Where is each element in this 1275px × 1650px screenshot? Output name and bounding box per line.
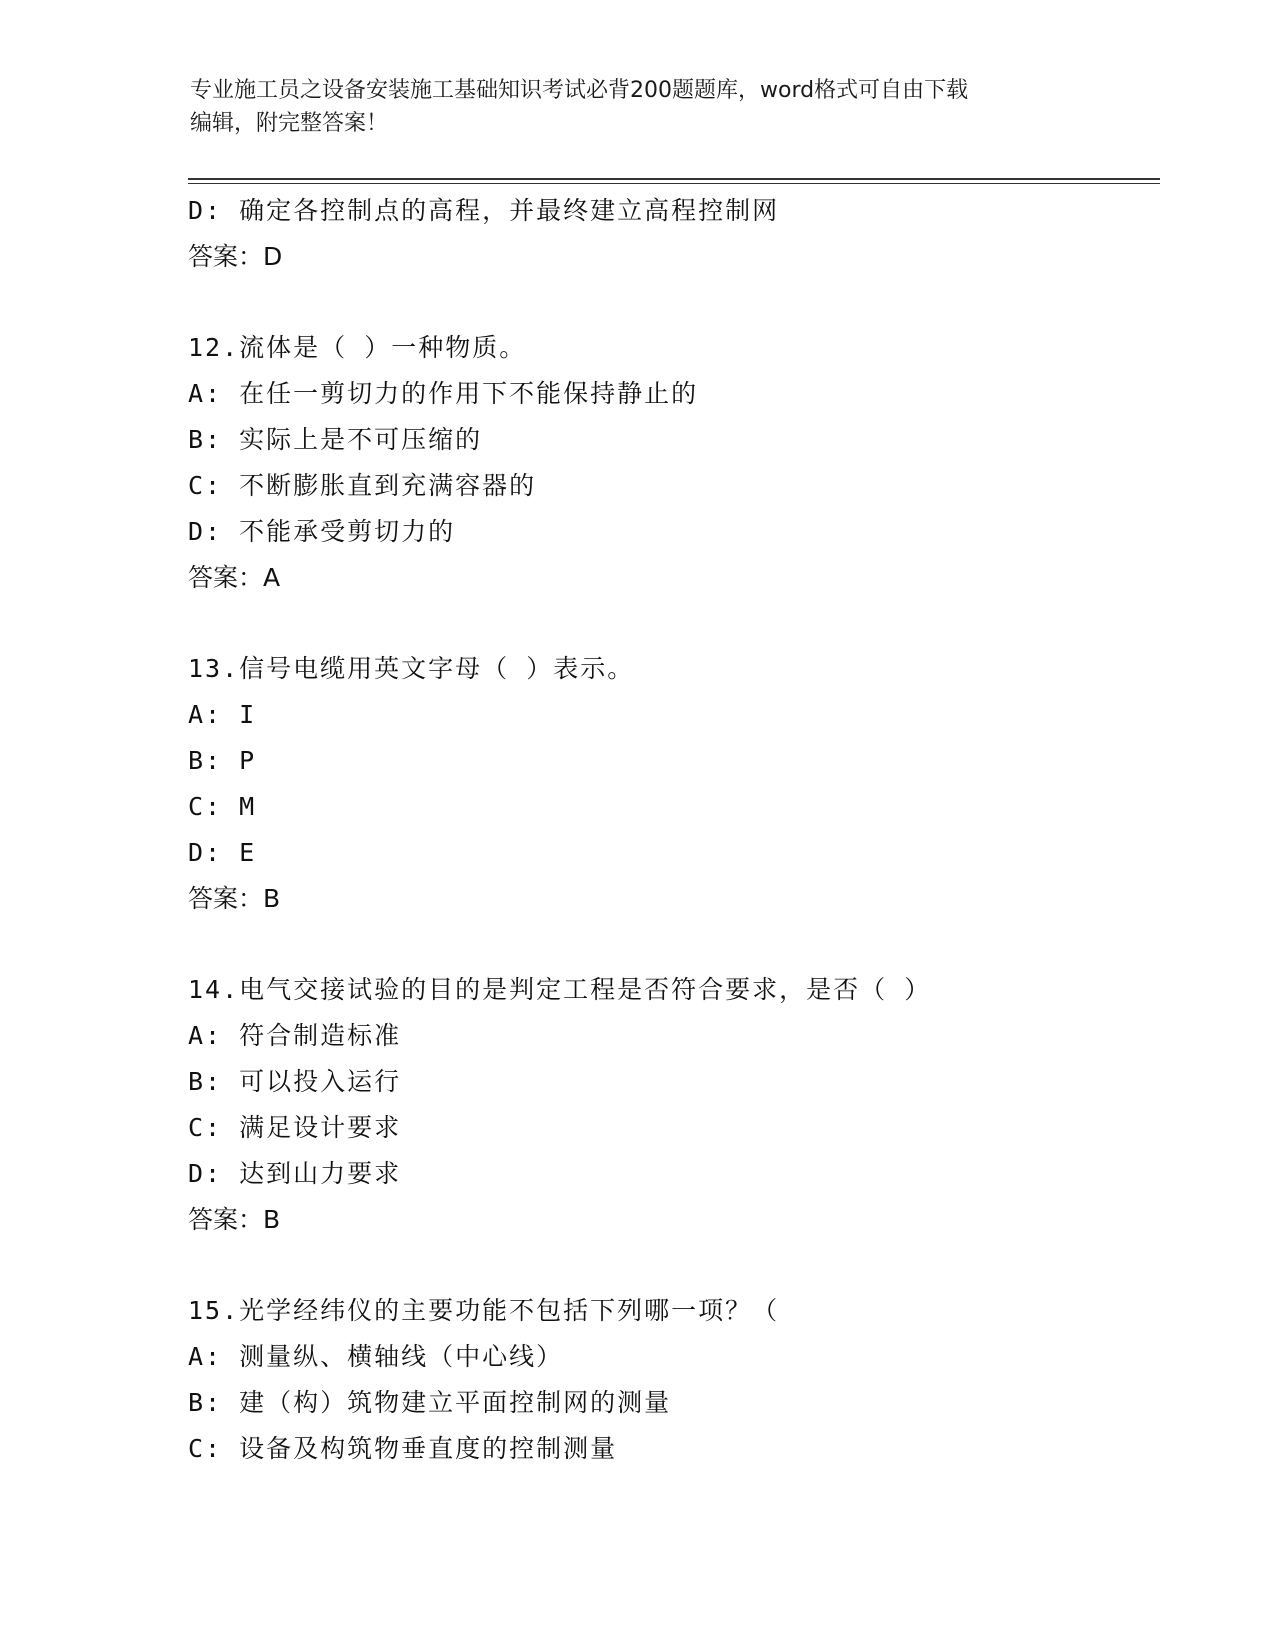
header-title-line-1: 专业施工员之设备安装施工基础知识考试必背200题题库，word格式可自由下载 <box>190 78 969 103</box>
option-d: D: 不能承受剪切力的 <box>188 517 456 546</box>
question-stem: 12.流体是（ ）一种物质。 <box>188 333 527 362</box>
question-stem: 15.光学经纬仪的主要功能不包括下列哪一项？（ <box>188 1296 780 1325</box>
option-a: A: I <box>188 700 257 729</box>
question-stem: 13.信号电缆用英文字母（ ）表示。 <box>188 654 635 683</box>
option-b: B: 可以投入运行 <box>188 1067 402 1096</box>
question-stem: 14.电气交接试验的目的是判定工程是否符合要求，是否（ ） <box>188 975 932 1004</box>
option-a: A: 符合制造标准 <box>188 1021 402 1050</box>
option-d: D: E <box>188 838 257 867</box>
option-c: C: M <box>188 792 257 821</box>
option-a: A: 在任一剪切力的作用下不能保持静止的 <box>188 379 699 408</box>
question-list <box>188 188 1148 1472</box>
option-b: B: P <box>188 746 257 775</box>
question-15 <box>188 1288 1148 1472</box>
question-12 <box>188 325 1148 601</box>
option-c: C: 设备及构筑物垂直度的控制测量 <box>188 1434 618 1463</box>
option-b: B: 建（构）筑物建立平面控制网的测量 <box>188 1388 672 1417</box>
spacer <box>188 922 1148 967</box>
option-a: A: 测量纵、横轴线（中心线） <box>188 1342 564 1371</box>
answer: 答案：B <box>188 1205 281 1234</box>
option-d: D: 达到山力要求 <box>188 1159 402 1188</box>
document-header <box>190 74 1090 140</box>
header-divider-thin <box>188 183 1160 184</box>
question-11-answer: 答案：D <box>188 242 283 271</box>
answer: 答案：A <box>188 563 281 592</box>
header-title-line-2: 编辑，附完整答案！ <box>190 111 389 136</box>
spacer <box>188 601 1148 646</box>
header-divider-thick <box>188 178 1160 180</box>
question-13 <box>188 646 1148 922</box>
option-c: C: 不断膨胀直到充满容器的 <box>188 471 537 500</box>
question-11-option-d: D: 确定各控制点的高程，并最终建立高程控制网 <box>188 196 780 225</box>
answer: 答案：B <box>188 884 281 913</box>
question-14 <box>188 967 1148 1243</box>
spacer <box>188 1243 1148 1288</box>
option-c: C: 满足设计要求 <box>188 1113 402 1142</box>
spacer <box>188 280 1148 325</box>
option-b: B: 实际上是不可压缩的 <box>188 425 483 454</box>
